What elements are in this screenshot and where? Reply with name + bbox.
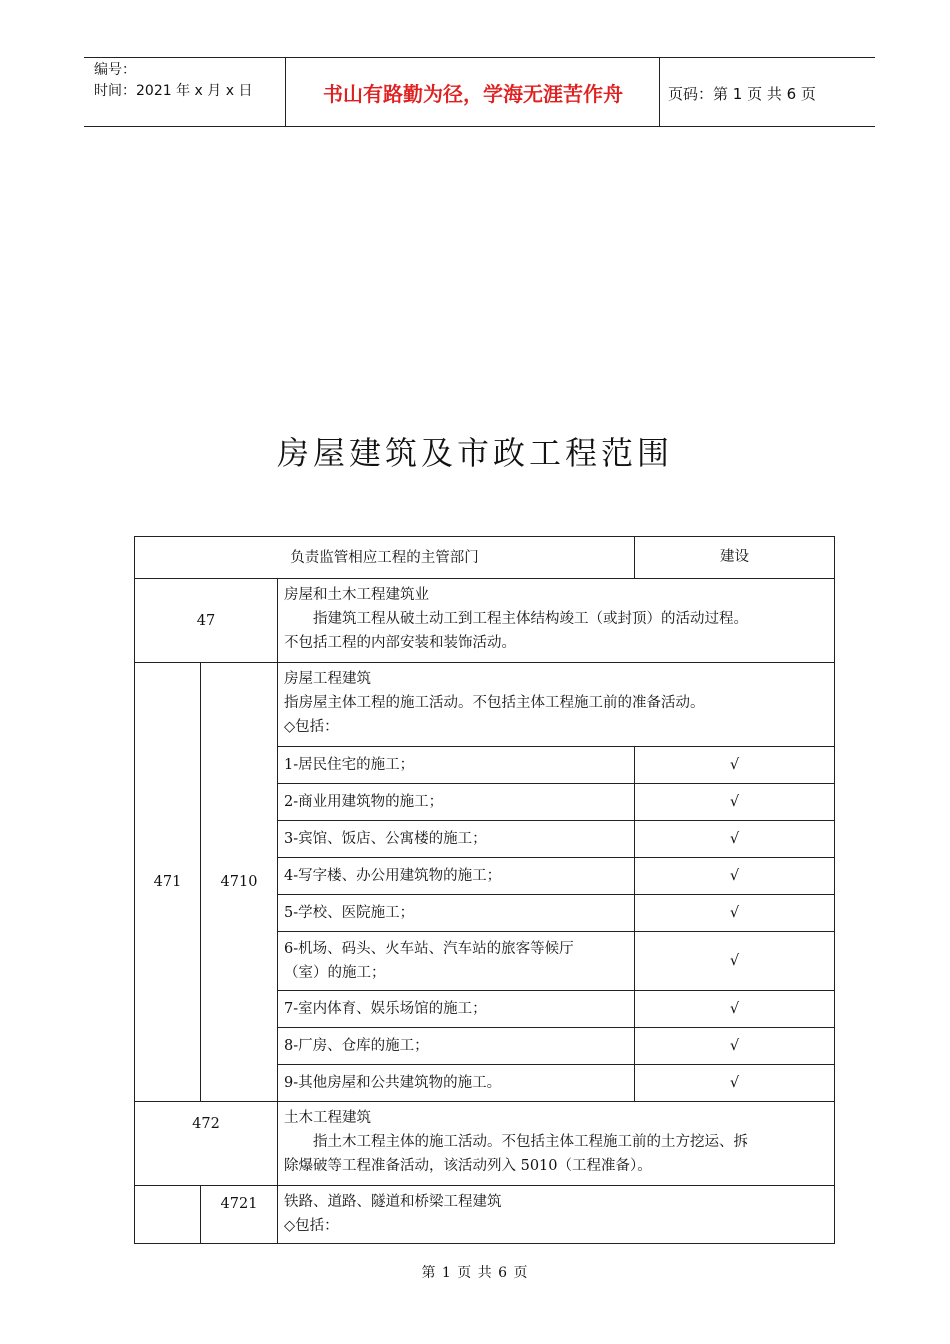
section-472-name: 土木工程建筑 (284, 1110, 371, 1126)
check-mark: √ (635, 932, 835, 991)
item-text: 1-居民住宅的施工； (278, 747, 635, 784)
header-page-number: 页码：第 1 页 共 6 页 (668, 85, 816, 103)
header-divider (659, 58, 660, 126)
code-47: 47 (135, 579, 278, 663)
check-mark: √ (635, 1028, 835, 1065)
section-4721-include: ◇包括： (284, 1218, 339, 1234)
table-row (135, 579, 835, 663)
table-row (135, 1186, 835, 1244)
code-471: 471 (135, 663, 201, 1102)
page-footer: 第 1 页 共 6 页 (421, 1265, 529, 1281)
table-row (135, 1102, 835, 1186)
code-4710: 4710 (201, 663, 278, 1102)
section-47-desc: 指建筑工程从破土动工到工程主体结构竣工（或封顶）的活动过程。 (313, 611, 748, 627)
item-text: 3-宾馆、饭店、公寓楼的施工； (278, 821, 635, 858)
number-label: 编号： (94, 62, 136, 78)
table-row (135, 537, 835, 579)
section-4721-text (278, 1186, 835, 1244)
section-472-desc2: 除爆破等工程准备活动，该活动列入 5010（工程准备）。 (284, 1158, 652, 1174)
section-471-name: 房屋工程建筑 (284, 671, 371, 687)
header-meta (94, 60, 252, 102)
page-header (84, 57, 875, 127)
table-row (135, 663, 835, 747)
empty-cell (135, 1186, 201, 1244)
section-47-name: 房屋和土木工程建筑业 (284, 587, 429, 603)
item-text-line: （室）的施工； (284, 965, 386, 981)
item-text-line: 6-机场、码头、火车站、汽车站的旅客等候厅 (284, 941, 574, 957)
section-47-text (278, 579, 835, 663)
check-mark: √ (635, 895, 835, 932)
section-471-text (278, 663, 835, 747)
check-mark: √ (635, 784, 835, 821)
code-4721: 4721 (201, 1186, 278, 1244)
dept-value-cell: 建设 (635, 537, 835, 579)
item-text: 4-写字楼、办公用建筑物的施工； (278, 858, 635, 895)
section-472-text (278, 1102, 835, 1186)
item-text (278, 932, 635, 991)
check-mark: √ (635, 747, 835, 784)
check-mark: √ (635, 991, 835, 1028)
code-472: 472 (135, 1102, 278, 1186)
check-mark: √ (635, 858, 835, 895)
item-text: 8-厂房、仓库的施工； (278, 1028, 635, 1065)
section-4721-name: 铁路、道路、隧道和桥梁工程建筑 (284, 1194, 502, 1210)
item-text: 5-学校、医院施工； (278, 895, 635, 932)
item-text: 2-商业用建筑物的施工； (278, 784, 635, 821)
section-47-desc2: 不包括工程的内部安装和装饰活动。 (284, 635, 516, 651)
section-471-include: ◇包括： (284, 719, 339, 735)
header-motto: 书山有路勤为径，学海无涯苦作舟 (323, 82, 623, 106)
item-text: 9-其他房屋和公共建筑物的施工。 (278, 1065, 635, 1102)
item-text: 7-室内体育、娱乐场馆的施工； (278, 991, 635, 1028)
check-mark: √ (635, 1065, 835, 1102)
section-471-desc: 指房屋主体工程的施工活动。不包括主体工程施工前的准备活动。 (284, 695, 705, 711)
time-label: 时间：2021 年 x 月 x 日 (94, 83, 253, 99)
section-472-desc: 指土木工程主体的施工活动。不包括主体工程施工前的土方挖运、拆 (313, 1134, 748, 1150)
dept-label-cell: 负责监管相应工程的主管部门 (135, 537, 635, 579)
check-mark: √ (635, 821, 835, 858)
scope-table (134, 536, 835, 1244)
document-title: 房屋建筑及市政工程范围 (276, 434, 673, 472)
